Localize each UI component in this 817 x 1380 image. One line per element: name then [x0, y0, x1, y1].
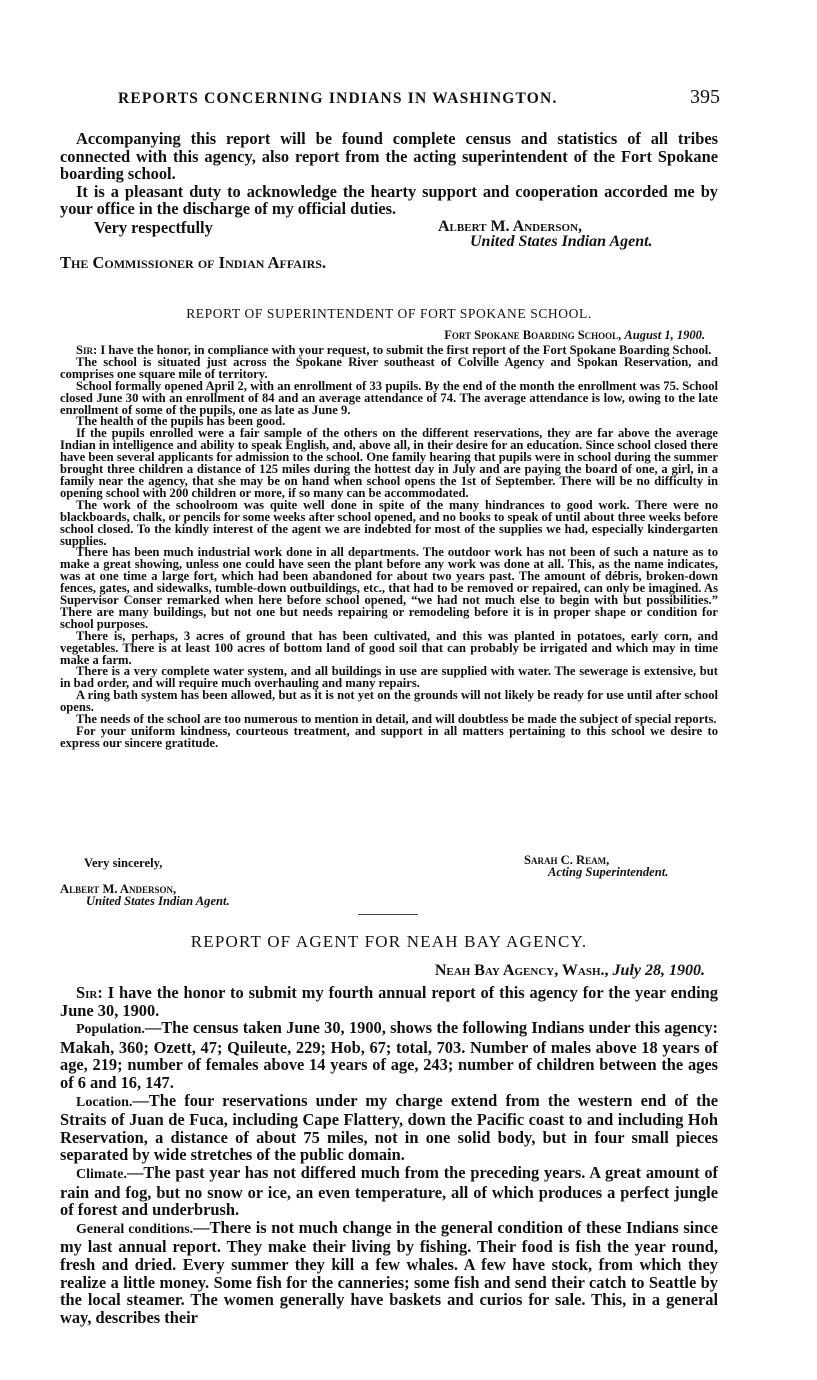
section-divider	[358, 914, 418, 915]
spokane-closing: Very sincerely,	[84, 856, 163, 870]
neah-bay-paragraph	[60, 1164, 718, 1219]
spokane-paragraph: The school is situated just across the Spokane River southeast of Colville Agency and Spokan Reservation, and comprises one square mile of territory.	[60, 354, 718, 381]
spokane-addressee-name: Albert M. Anderson,	[60, 882, 177, 896]
spokane-dateline	[444, 328, 705, 343]
intro-signer-title: United States Indian Agent.	[470, 233, 653, 250]
intro-addressee: The Commissioner of Indian Affairs.	[60, 253, 327, 272]
section-heading: Climate.	[76, 1166, 127, 1182]
section-text: —There is not much change in the general condition of these Indians since my last annual report. They make their living by fishing. Their food is fish the year round, fresh and dried. Every summer they kill a few whales. A few have stock, from which they realize a little money. Some fish for the canneries; some fish and send their catch to Seattle by the local steamer. The women generally have baskets and curios for sale. This, in a general way, describes their	[60, 1217, 719, 1327]
intro-paragraph: Accompanying this report will be found complete census and statistics of all tribes connected with this agency, also report from the acting superintendent of the Fort Spokane boarding school.	[60, 129, 718, 184]
neah-bay-dateline-date: July 28, 1900.	[612, 962, 705, 979]
spokane-dateline-place: Fort Spokane Boarding School,	[444, 328, 622, 342]
section-heading: Population.	[76, 1022, 145, 1038]
neah-bay-paragraph	[60, 984, 718, 1019]
neah-bay-paragraph	[60, 1019, 718, 1091]
spokane-signer-title: Acting Superintendent.	[548, 865, 669, 879]
section-heading: Location.	[76, 1094, 133, 1110]
intro-closing: Very respectfully	[94, 218, 213, 237]
neah-bay-dateline	[435, 962, 705, 980]
spokane-salutation: Sir:	[76, 343, 98, 357]
neah-bay-paragraph	[60, 1219, 718, 1327]
section-text: —The census taken June 30, 1900, shows the following Indians under this agency: Makah, 360; Ozett, 47; Quileute, 229; Hob, 67; total, 703. Number of males above 18 years of age, 219; number of females above 14 years of age, 243; number of children between the ages of 6 and 16, 147.	[60, 1018, 718, 1092]
section-heading: General conditions.	[76, 1221, 194, 1237]
neah-bay-dateline-place: Neah Bay Agency, Wash.,	[434, 962, 609, 979]
spokane-dateline-date: August 1, 1900.	[624, 328, 705, 342]
spokane-paragraph-text: I have the honor, in compliance with your request, to submit the first report of the Fort Spokane Boarding School.	[97, 343, 712, 357]
running-title: REPORTS CONCERNING INDIANS IN WASHINGTON.	[118, 90, 558, 107]
spokane-paragraph: For your uniform kindness, courteous treatment, and support in all matters pertaining to this school we desire to express our sincere gratitude.	[60, 724, 718, 750]
page-number: 395	[690, 86, 720, 108]
spokane-paragraph: The health of the pupils has been good.	[76, 414, 286, 429]
spokane-paragraph: There is, perhaps, 3 acres of ground that has been cultivated, and this was planted in potatoes, early corn, and vegetables. There is at least 100 acres of bottom land of good soil that can probably be irrigated and which may in time make a farm.	[60, 628, 718, 667]
section-text: —The four reservations under my charge extend from the western end of the Straits of Juan de Fuca, including Cape Flattery, down the Pacific coast to and including Hoh Reservation, a distance of about 75 miles, not in one solid body, but in four small pieces separated by wide stretches of the public domain.	[60, 1090, 718, 1165]
intro-paragraph: It is a pleasant duty to acknowledge the hearty support and cooperation accorded me by your office in the discharge of my official duties.	[60, 181, 718, 219]
spokane-paragraph: There is a very complete water system, and all buildings in use are supplied with water. The sewerage is extensive, but in bad order, and will require much overhauling and many repairs.	[60, 664, 718, 691]
neah-bay-body	[60, 984, 718, 1326]
spokane-body	[60, 345, 718, 750]
intro-signer-name: Albert M. Anderson,	[438, 218, 583, 235]
spokane-report-title: REPORT OF SUPERINTENDENT OF FORT SPOKANE SCHOOL.	[186, 306, 592, 321]
section-text: —The past year has not differed much from the preceding years. A great amount of rain and fog, but no snow or ice, an even temperature, all of which produces a perfect jungle of forest and underbrush.	[60, 1162, 718, 1220]
spokane-paragraph: The work of the schoolroom was quite well done in spite of the many hindrances to good work. There were no blackboards, chalk, or pencils for some weeks after school opened, and no books to speak of until about three weeks before school closed. To the kindly interest of the agent we are indebted for most of the supplies we had, especially kindergarten supplies.	[60, 497, 718, 548]
spokane-paragraph: School formally opened April 2, with an enrollment of 33 pupils. By the end of the month the enrollment was 75. School closed June 30 with an enrollment of 84 and an average attendance of 74. The average attendance is low, owing to the late enrollment of some of the pupils, one as late as June 9.	[60, 378, 718, 417]
neah-bay-salutation: Sir:	[76, 983, 103, 1002]
neah-bay-report-title: REPORT OF AGENT FOR NEAH BAY AGENCY.	[190, 932, 588, 951]
spokane-signer-name: Sarah C. Ream,	[524, 853, 610, 867]
spokane-paragraph: A ring bath system has been allowed, but as it is not yet on the grounds will not likely be ready for use until after school opens.	[60, 688, 718, 715]
neah-bay-paragraph-text: I have the honor to submit my fourth annual report of this agency for the year ending June 30, 1900.	[60, 983, 718, 1020]
spokane-paragraph: There has been much industrial work done in all departments. The outdoor work has not been of such a nature as to make a great showing, unless one could have seen the plant before any work was done at all. This, as the name indicates, was at one time a large fort, which had been abandoned for about two years past. The amount of débris, broken-down fences, gates, and sidewalks, tumble-down outbuildings, etc., that had to be removed or repaired, can only be imagined. As Supervisor Conser remarked when here before school opened, “we had not much else to begin with but possibilities.” There are many buildings, but not one but needs repairing or remodeling before it is in proper shape or condition for school purposes.	[60, 545, 718, 631]
spokane-paragraph: The needs of the school are too numerous to mention in detail, and will doubtless be made the subject of special reports.	[76, 712, 717, 727]
intro-section	[60, 130, 718, 218]
spokane-addressee-title: United States Indian Agent.	[86, 894, 230, 908]
neah-bay-paragraph	[60, 1092, 718, 1164]
spokane-paragraph: If the pupils enrolled were a fair sample of the others on the different reservations, they are far above the average Indian in intelligence and ability to speak English, and, above all, in their desire for an education. Since school closed there have been several applicants for admission to the school. One family hearing that pupils were in school during the summer brought three children a distance of 125 miles during the hottest day in July and are paying the board of one, a girl, in a family near the agency, that she may be on hand when school opens the 1st of September. There will be no difficulty in opening school with 200 children or more, if so many can be accommodated.	[60, 426, 718, 500]
